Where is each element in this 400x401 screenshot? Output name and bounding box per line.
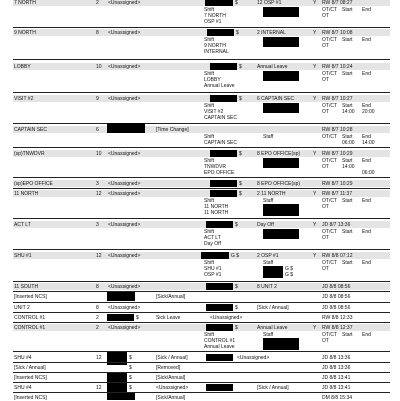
end-label: End <box>362 260 371 266</box>
otct-label: OT/CT <box>322 332 337 338</box>
otct-label: OT/CT <box>322 158 337 164</box>
stamp: JD 8/8 08:56 <box>322 305 351 311</box>
post-number: 10 <box>96 151 102 157</box>
shift-label: Shift <box>204 103 215 109</box>
assignment: <Unassigned> <box>108 64 141 70</box>
flag-y: Y <box>313 151 317 157</box>
shift-line: OSP #1 <box>204 19 222 25</box>
assignment: <Unassigned> <box>108 30 141 36</box>
dollar-mark: $ <box>239 151 242 157</box>
post-number: 2 <box>96 315 99 321</box>
end-label: End <box>362 198 371 204</box>
redaction <box>210 63 237 70</box>
g-dollar-mark: G $ <box>231 253 240 259</box>
start-label: Start <box>342 71 353 77</box>
shift-line: 9 NORTH <box>204 43 226 49</box>
redaction <box>210 150 237 157</box>
row-divider <box>13 147 390 148</box>
shift-label: Shift <box>204 260 215 266</box>
row-divider <box>13 322 390 323</box>
redaction <box>107 373 127 382</box>
post-name: [Inserted NCS] <box>14 294 47 300</box>
ot-label: OT <box>322 77 329 83</box>
shift-line: VISIT #2 <box>204 109 224 115</box>
redaction <box>107 352 127 365</box>
staff-label: Staff <box>263 260 274 266</box>
assignment: [Sick/Annual] <box>156 294 186 300</box>
redaction <box>263 204 299 216</box>
row-divider <box>13 312 390 313</box>
stamp: RW 8/7 10:29 <box>322 181 353 187</box>
redaction <box>201 252 229 259</box>
ot-end: 14:00 <box>362 140 375 146</box>
post-name: VISIT #2 <box>14 96 34 102</box>
post-number: 8 <box>96 30 99 36</box>
post-number: 12 <box>96 253 102 259</box>
dollar-mark: $ <box>235 0 238 6</box>
post-name: [Sick / Annual] <box>14 365 46 371</box>
flag-y: Y <box>313 191 317 197</box>
ot-end: 06:00 <box>362 170 375 176</box>
post-name: LOBBY <box>14 64 31 70</box>
staff-label: Staff <box>263 198 274 204</box>
post-name: [Inserted NCS] <box>14 375 47 381</box>
otct-label: OT/CT <box>322 7 337 13</box>
post-number: 2 <box>96 325 99 331</box>
ot-start: 14:00 <box>342 109 355 115</box>
post-number: 3 <box>96 181 99 187</box>
ot-start: 14:00 <box>342 164 355 170</box>
ot-label: OT <box>322 109 329 115</box>
mid-value: Annual Leave <box>257 64 288 70</box>
ot-label: OT <box>322 43 329 49</box>
flag-y: Y <box>313 64 317 70</box>
row-divider <box>13 291 390 292</box>
redaction <box>210 190 237 197</box>
redaction <box>206 283 233 290</box>
post-number: 3 <box>96 222 99 228</box>
redaction <box>263 229 299 239</box>
redaction <box>263 266 283 278</box>
assignment: <Unassigned> <box>108 151 141 157</box>
stamp: JD 8/8 13:41 <box>322 385 351 391</box>
mid-value: 8 EPO OFFICE(sp) <box>257 181 301 187</box>
row-divider <box>13 59 390 60</box>
dollar-mark: $ <box>129 375 132 381</box>
flag-y: Y <box>313 96 317 102</box>
shift-line: EPO OFFICE <box>204 170 235 176</box>
mid-value: Day Off <box>257 222 274 228</box>
start-label: Start <box>342 37 353 43</box>
redaction <box>206 384 233 391</box>
row-divider <box>13 392 390 393</box>
ot-label: OT <box>322 266 329 272</box>
assignment: Sick Leave <box>156 315 181 321</box>
shift-label: Shift <box>204 37 215 43</box>
start-label: Start <box>342 134 353 140</box>
start-label: Start <box>342 260 353 266</box>
row-divider <box>13 302 390 303</box>
otct-label: OT/CT <box>322 260 337 266</box>
redaction <box>205 0 233 6</box>
dollar-mark: $ <box>239 96 242 102</box>
flag-y: Y <box>313 222 317 228</box>
stamp: RW 8/7 10:28 <box>322 127 353 133</box>
stamp: RW 8/8 12:33 <box>322 315 353 321</box>
assignment: <Unassigned> <box>108 181 141 187</box>
row-divider <box>13 281 390 282</box>
stamp: JD 8/8 13:36 <box>322 365 351 371</box>
redaction <box>206 354 233 361</box>
dollar-mark: $ <box>129 365 132 371</box>
dollar-mark: $ <box>235 284 238 290</box>
mid-value: Annual Leave <box>257 325 288 331</box>
start-label: Start <box>342 7 353 13</box>
post-number: 12 <box>96 385 102 391</box>
assignment: [Sick/Annual] <box>156 375 186 381</box>
redaction <box>206 221 233 228</box>
post-number: 9 <box>96 96 99 102</box>
post-number: 10 <box>96 64 102 70</box>
redaction <box>206 304 233 311</box>
shift-line: Annual Leave <box>204 344 235 350</box>
mid-value: [Sick / Annual] <box>257 305 289 311</box>
redaction <box>107 292 135 301</box>
shift-label: Shift <box>204 229 215 235</box>
shift-line: 11 NORTH <box>204 204 229 210</box>
shift-label: Shift <box>204 71 215 77</box>
stamp: RW 8/7 10:29 <box>322 151 353 157</box>
stamp: RW 8/8 12:37 <box>322 325 353 331</box>
stamp: RW 8/7 08:27 <box>322 0 353 6</box>
flag-y: Y <box>313 325 317 331</box>
shift-line: Day Off <box>204 241 221 247</box>
stamp: DM 8/8 15:34 <box>322 395 353 401</box>
assignment: [Sick / Annual] <box>156 355 188 361</box>
stamp: JD 8/8 13:41 <box>322 375 351 381</box>
ot-end: 20:00 <box>362 109 375 115</box>
staff-label: Staff <box>263 332 274 338</box>
start-label: Start <box>342 332 353 338</box>
mid-value: 2 INTERNAL <box>257 30 286 36</box>
stamp: RW 8/7 10:24 <box>322 64 353 70</box>
dollar-mark: $ <box>236 30 239 36</box>
post-name: 11 SOUTH <box>14 284 39 290</box>
ot-label: OT <box>322 338 329 344</box>
flag-y: Y <box>313 253 317 259</box>
dollar-mark: $ <box>239 181 242 187</box>
stamp: RW 8/7 10:08 <box>322 30 353 36</box>
shift-line: 7 NORTH <box>204 13 226 19</box>
row-divider <box>13 249 390 250</box>
shift-label: Shift <box>204 158 215 164</box>
redaction <box>263 338 299 350</box>
staff-label: Staff <box>263 134 274 140</box>
otct-label: OT/CT <box>322 71 337 77</box>
ot-label: OT <box>322 204 329 210</box>
end-label: End <box>362 7 371 13</box>
end-label: End <box>362 134 371 140</box>
assignment: <Unassigned> <box>108 253 141 259</box>
redaction <box>107 383 127 392</box>
row-divider <box>13 382 390 383</box>
shift-label: Shift <box>204 134 215 140</box>
otct-label: OT/CT <box>322 229 337 235</box>
otct-label: OT/CT <box>322 37 337 43</box>
shift-line: CAPTAIN SEC <box>204 140 237 146</box>
shift-label: Shift <box>204 7 215 13</box>
redaction <box>210 95 237 102</box>
shift-line: SHU #1 <box>204 266 222 272</box>
dollar-mark: $ <box>129 355 132 361</box>
start-label: Start <box>342 158 353 164</box>
row-divider <box>13 123 390 124</box>
row-divider <box>13 177 390 178</box>
ot-label: OT <box>322 13 329 19</box>
flag-y: Y <box>313 0 317 6</box>
shift-label: Shift <box>204 332 215 338</box>
assignment: [Removed] <box>156 365 181 371</box>
otct-label: OT/CT <box>322 134 337 140</box>
mid-value: <Unassigned> <box>237 355 270 361</box>
redaction <box>263 103 299 113</box>
shift-line: CONTROL #1 <box>204 338 236 344</box>
redaction <box>263 71 299 81</box>
mid-value: <Unassigned> <box>210 315 243 321</box>
redaction <box>263 7 299 17</box>
mid-value: 8 UNIT 2 <box>257 284 277 290</box>
mid-value: 12 OSP #1 <box>257 0 282 6</box>
shift-line: OSP #1 <box>204 272 222 278</box>
dollar-mark: $ <box>129 385 132 391</box>
redaction <box>107 393 135 400</box>
start-label: Start <box>342 229 353 235</box>
flag-y: Y <box>313 30 317 36</box>
mid-value: 2 11 NORTH <box>257 191 286 197</box>
g-dollar-mark: G $ <box>285 266 294 272</box>
assignment: <Unassigned> <box>108 96 141 102</box>
ot-label: OT <box>322 235 329 241</box>
dollar-mark: $ <box>235 305 238 311</box>
post-name: 9 NORTH <box>14 30 36 36</box>
post-name: ACT LT <box>14 222 31 228</box>
row-divider <box>13 218 390 219</box>
post-number: 12 <box>96 355 102 361</box>
shift-line: LOBBY <box>204 77 221 83</box>
dollar-mark: $ <box>239 64 242 70</box>
end-label: End <box>362 158 371 164</box>
post-number: 8 <box>96 305 99 311</box>
shift-line: CAPTAIN SEC <box>204 115 237 121</box>
ot-label: OT <box>322 164 329 170</box>
post-number: 8 <box>96 284 99 290</box>
row-divider <box>13 27 390 28</box>
stamp: RW 8/8 07:12 <box>322 253 353 259</box>
assignment: <Unassigned> <box>108 284 141 290</box>
redaction <box>210 180 237 187</box>
post-name: (sp)TNWDVR <box>14 151 45 157</box>
dollar-mark: $ <box>136 315 139 321</box>
shift-line: Annual Leave <box>204 83 235 89</box>
stamp: JD 8/8 13:36 <box>322 355 351 361</box>
otct-label: OT/CT <box>322 198 337 204</box>
post-name: SHU #4 <box>14 355 32 361</box>
post-number: 6 <box>96 127 99 133</box>
row-divider <box>13 188 390 189</box>
post-name: CONTROL #1 <box>14 325 46 331</box>
otct-label: OT/CT <box>322 103 337 109</box>
end-label: End <box>362 332 371 338</box>
redaction <box>263 37 299 47</box>
post-name: SHU #1 <box>14 253 32 259</box>
post-number: 12 <box>96 191 102 197</box>
shift-line: TNWDVR <box>204 164 226 170</box>
ot-start: 06:00 <box>342 140 355 146</box>
mid-value: 2 OSP #1 <box>257 253 279 259</box>
assignment: <Unassigned> <box>108 191 141 197</box>
start-label: Start <box>342 198 353 204</box>
redaction <box>263 158 299 168</box>
end-label: End <box>362 71 371 77</box>
shift-line: ACT LT <box>204 235 221 241</box>
stamp: JD 8/7 13:36 <box>322 222 351 228</box>
mid-value: [Sick / Annual] <box>257 385 289 391</box>
mid-value: 6 CAPTAIN SEC <box>257 96 295 102</box>
dollar-mark: $ <box>235 222 238 228</box>
stamp: JD 8/8 08:56 <box>322 294 351 300</box>
row-divider <box>13 372 390 373</box>
post-name: 11 NORTH <box>14 191 39 197</box>
start-label: Start <box>342 103 353 109</box>
post-name: CONTROL #1 <box>14 315 46 321</box>
shift-line: INTERNAL <box>204 49 229 55</box>
post-name: 7 NORTH <box>14 0 36 6</box>
post-name: CAPTAIN SEC <box>14 127 47 133</box>
dollar-mark: $ <box>239 191 242 197</box>
shift-label: Shift <box>204 198 215 204</box>
redaction <box>107 123 145 133</box>
stamp: JD 8/8 08:56 <box>322 284 351 290</box>
end-label: End <box>362 103 371 109</box>
assignment: <Unassigned> <box>156 385 189 391</box>
assignment: [Time Change] <box>156 127 189 133</box>
redaction <box>206 324 233 331</box>
post-name: UNIT 2 <box>14 305 30 311</box>
assignment: <Unassigned> <box>108 325 141 331</box>
assignment: [Sick/Annual] <box>156 395 186 401</box>
redaction <box>107 314 134 321</box>
stamp: RW 8/7 10:27 <box>322 96 353 102</box>
end-label: End <box>362 37 371 43</box>
assignment: <Unassigned> <box>108 305 141 311</box>
redaction <box>207 29 234 36</box>
post-number: 2 <box>96 0 99 6</box>
assignment: <Unassigned> <box>108 222 141 228</box>
post-name: [Inserted NCS] <box>14 395 47 401</box>
mid-value: 8 EPO OFFICE(sp) <box>257 151 301 157</box>
stamp: RW 8/7 11:37 <box>322 191 353 197</box>
row-divider <box>13 362 390 363</box>
shift-line: 11 NORTH <box>204 210 229 216</box>
post-name: SHU #4 <box>14 385 32 391</box>
row-divider <box>13 92 390 93</box>
g-dollar-mark: G $ <box>285 272 294 278</box>
row-divider <box>13 351 390 352</box>
post-name: (sp)EPO OFFICE <box>14 181 53 187</box>
end-label: End <box>362 229 371 235</box>
dollar-mark: $ <box>235 325 238 331</box>
assignment: <Unassigned> <box>108 0 141 6</box>
